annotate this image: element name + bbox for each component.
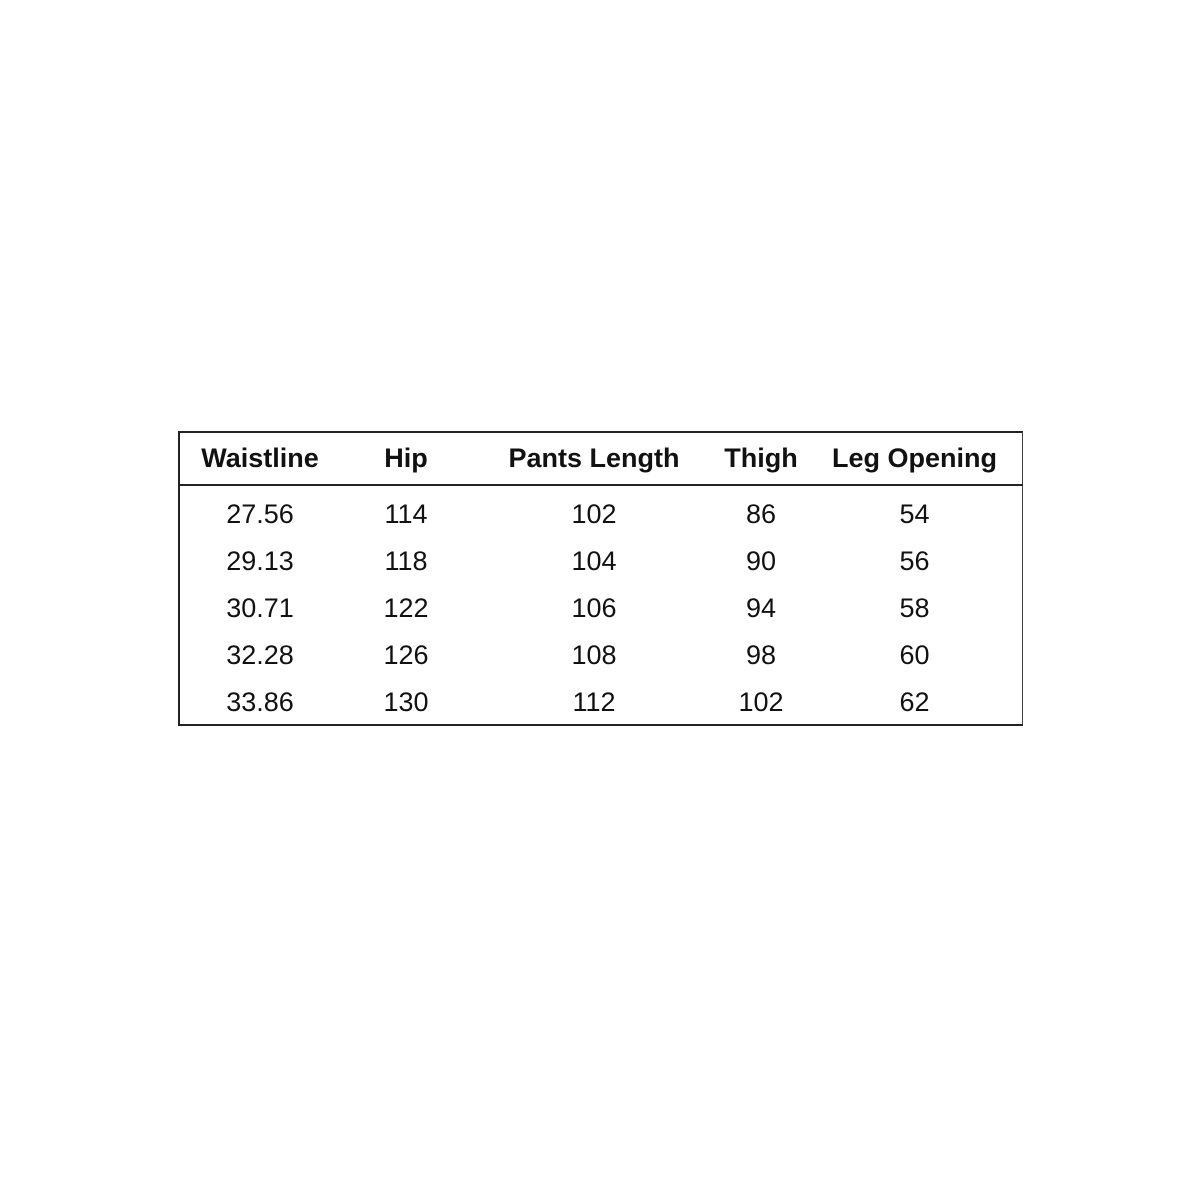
cell-waistline: 27.56: [226, 499, 294, 529]
cell-hip: 114: [384, 499, 428, 529]
cell-waistline: 29.13: [226, 546, 294, 576]
cell-waistline: 30.71: [226, 593, 294, 623]
cell-thigh: 102: [738, 687, 784, 717]
header-waistline: Waistline: [180, 433, 340, 485]
size-chart-table: [178, 431, 1023, 726]
table-row: [180, 679, 1023, 726]
cell-thigh: 90: [745, 546, 777, 576]
cell-hip: 122: [383, 593, 429, 623]
cell-pants-length: 108: [571, 640, 617, 670]
header-pants-length: Pants Length: [472, 433, 716, 485]
cell-waistline: 33.86: [226, 687, 294, 717]
header-thigh: Thigh: [716, 433, 806, 485]
table-row: [180, 538, 1023, 585]
table-row: [180, 585, 1023, 632]
cell-pants-length: 104: [571, 546, 617, 576]
cell-leg-opening: 62: [899, 687, 930, 717]
cell-waistline: 32.28: [226, 640, 294, 670]
cell-thigh: 94: [745, 593, 777, 623]
cell-leg-opening: 54: [899, 499, 930, 529]
cell-thigh: 86: [745, 499, 777, 529]
size-table: [180, 433, 1023, 726]
header-leg-opening: Leg Opening: [806, 433, 1023, 485]
table-row: [180, 485, 1023, 538]
cell-hip: 126: [383, 640, 429, 670]
cell-pants-length: 102: [571, 499, 617, 529]
table-row: [180, 632, 1023, 679]
cell-leg-opening: 58: [899, 593, 930, 623]
cell-pants-length: 112: [572, 687, 616, 717]
cell-hip: 130: [383, 687, 429, 717]
cell-thigh: 98: [745, 640, 777, 670]
header-hip: Hip: [340, 433, 472, 485]
cell-leg-opening: 60: [899, 640, 930, 670]
table-header-row: [180, 433, 1023, 485]
cell-pants-length: 106: [571, 593, 617, 623]
cell-hip: 118: [384, 546, 428, 576]
cell-leg-opening: 56: [899, 546, 930, 576]
